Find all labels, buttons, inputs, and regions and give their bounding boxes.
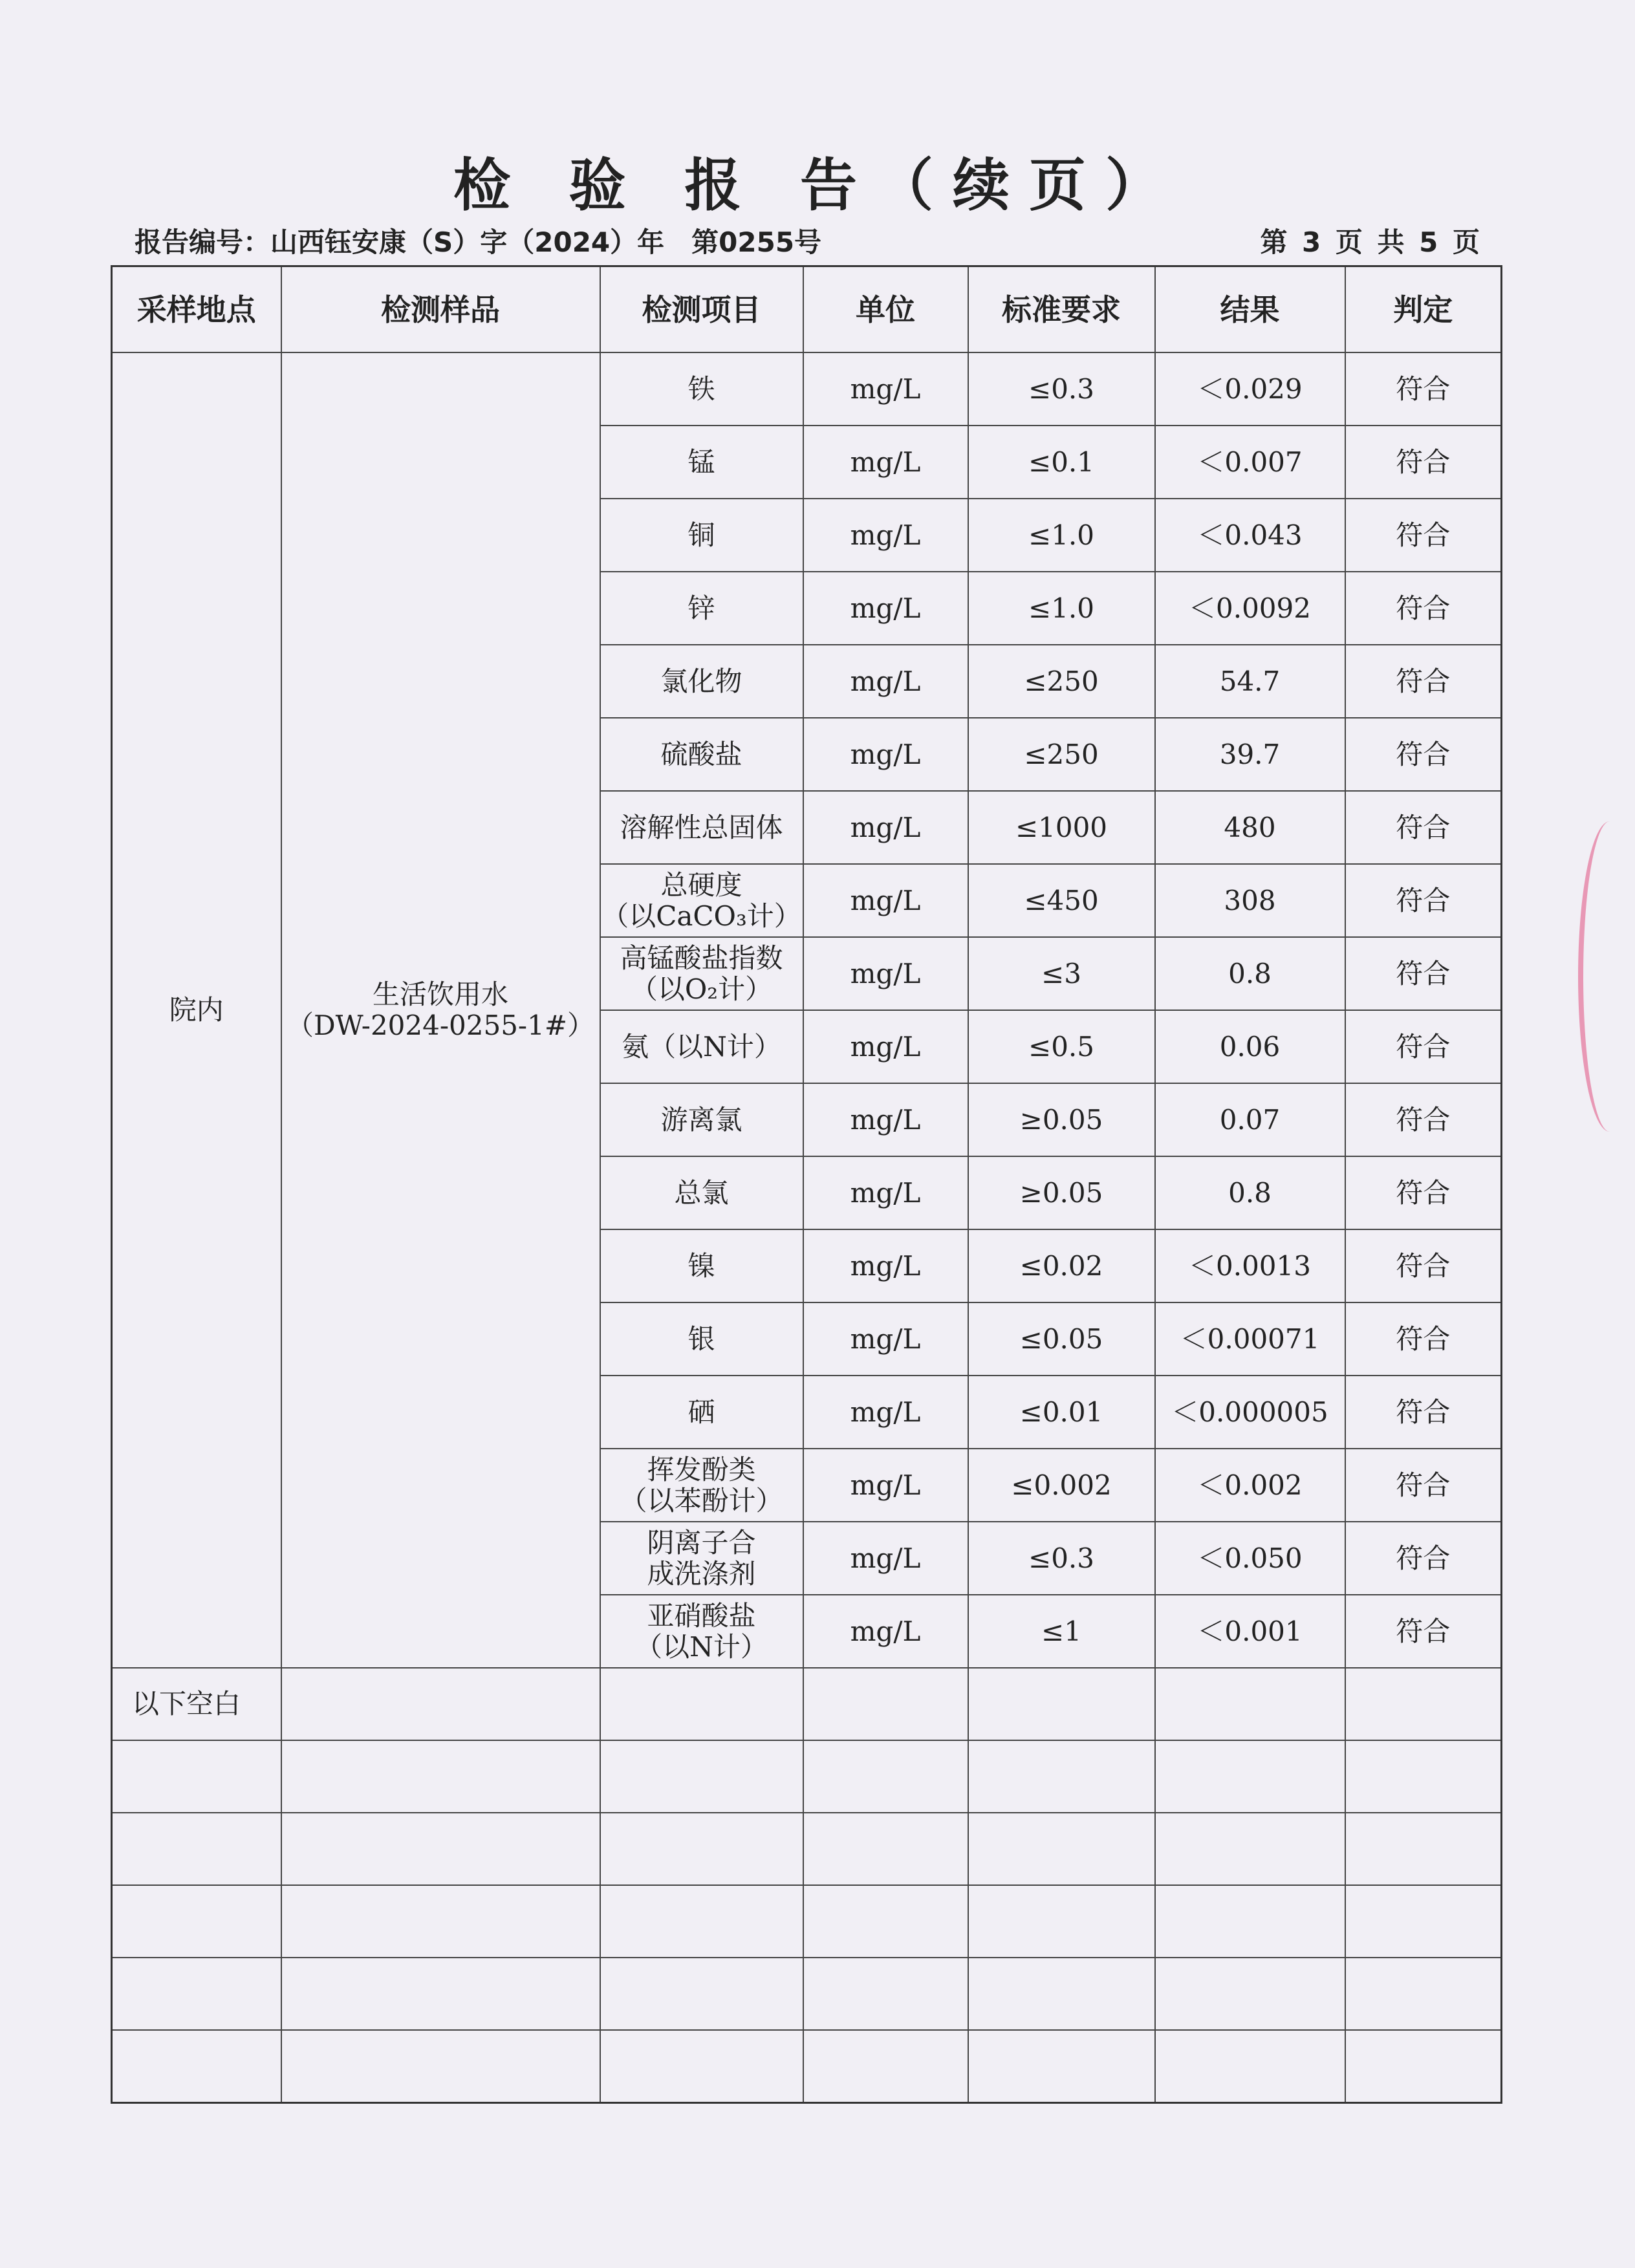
- blank-remainder-label: 以下空白: [112, 1668, 281, 1740]
- test-item-cell: [600, 499, 803, 572]
- standard-cell: ≤0.1: [968, 426, 1155, 499]
- blank-cell: [600, 1958, 803, 2030]
- test-item-cell: [600, 1376, 803, 1449]
- test-item-name: 锰: [688, 446, 715, 478]
- table-row: [112, 352, 1502, 426]
- unit-cell: mg/L: [803, 572, 968, 645]
- blank-cell: [1345, 2030, 1502, 2103]
- blank-cell: [803, 1668, 968, 1740]
- blank-cell: [281, 1668, 600, 1740]
- unit-cell: mg/L: [803, 1595, 968, 1668]
- verdict-cell: 符合: [1345, 1449, 1502, 1522]
- blank-cell: [968, 1740, 1155, 1813]
- result-cell: 0.8: [1155, 937, 1345, 1010]
- standard-cell: ≤0.05: [968, 1302, 1155, 1376]
- standard-cell: ≤3: [968, 937, 1155, 1010]
- blank-cell: [1155, 2030, 1345, 2103]
- blank-cell: [600, 2030, 803, 2103]
- unit-cell: mg/L: [803, 1376, 968, 1449]
- unit-cell: mg/L: [803, 426, 968, 499]
- blank-cell: [600, 1668, 803, 1740]
- unit-cell: mg/L: [803, 1083, 968, 1156]
- unit-cell: mg/L: [803, 499, 968, 572]
- verdict-cell: 符合: [1345, 426, 1502, 499]
- blank-cell: [600, 1740, 803, 1813]
- verdict-cell: 符合: [1345, 499, 1502, 572]
- col-header-sample: 检测样品: [281, 266, 600, 353]
- result-cell: 0.06: [1155, 1010, 1345, 1083]
- blank-row: [112, 1668, 1502, 1740]
- sampling-location-cell: 院内: [112, 352, 281, 1668]
- test-item-cell: [600, 1010, 803, 1083]
- blank-cell: [803, 2030, 968, 2103]
- result-cell: 39.7: [1155, 718, 1345, 791]
- blank-cell: [1155, 1885, 1345, 1958]
- test-item-name: 总硬度: [660, 869, 742, 901]
- verdict-cell: 符合: [1345, 1083, 1502, 1156]
- blank-cell: [968, 1668, 1155, 1740]
- sample-id: （DW-2024-0255-1#）: [286, 1010, 595, 1041]
- standard-cell: ≤250: [968, 718, 1155, 791]
- test-item-cell: [600, 1302, 803, 1376]
- test-item-cell: [600, 1083, 803, 1156]
- unit-cell: mg/L: [803, 352, 968, 426]
- test-item-cell: [600, 1229, 803, 1302]
- blank-cell: [1345, 1813, 1502, 1885]
- col-header-verdict: 判定: [1345, 266, 1502, 353]
- blank-cell: [1345, 1885, 1502, 1958]
- test-item-name: 镍: [688, 1249, 715, 1282]
- test-item-name: 亚硝酸盐: [647, 1599, 756, 1632]
- standard-cell: ≤1: [968, 1595, 1155, 1668]
- blank-cell: [281, 2030, 600, 2103]
- test-item-cell: [600, 864, 803, 937]
- test-item-cell: [600, 1522, 803, 1595]
- col-header-location: 采样地点: [112, 266, 281, 353]
- verdict-cell: 符合: [1345, 1156, 1502, 1229]
- test-item-note: （以O₂计）: [630, 973, 773, 1005]
- test-item-cell: [600, 572, 803, 645]
- test-item-note: （以CaCO₃计）: [601, 900, 801, 932]
- test-item-note: 成洗涤剂: [647, 1557, 756, 1590]
- standard-cell: ≤0.5: [968, 1010, 1155, 1083]
- result-cell: ＜0.00071: [1155, 1302, 1345, 1376]
- test-item-name: 硫酸盐: [660, 738, 742, 770]
- test-item-name: 挥发酚类: [647, 1453, 756, 1485]
- unit-cell: mg/L: [803, 1449, 968, 1522]
- blank-cell: [968, 1885, 1155, 1958]
- verdict-cell: 符合: [1345, 937, 1502, 1010]
- unit-cell: mg/L: [803, 1156, 968, 1229]
- result-cell: ＜0.002: [1155, 1449, 1345, 1522]
- verdict-cell: 符合: [1345, 1522, 1502, 1595]
- unit-cell: mg/L: [803, 1302, 968, 1376]
- result-cell: 480: [1155, 791, 1345, 864]
- test-item-cell: [600, 426, 803, 499]
- standard-cell: ≥0.05: [968, 1156, 1155, 1229]
- test-item-name: 游离氯: [660, 1103, 742, 1136]
- blank-cell: [600, 1885, 803, 1958]
- result-cell: ＜0.000005: [1155, 1376, 1345, 1449]
- blank-cell: [281, 1740, 600, 1813]
- report-number: 报告编号：山西钰安康（S）字（2024）年 第0255号: [135, 226, 822, 258]
- blank-row: [112, 1885, 1502, 1958]
- table-header-row: [112, 266, 1502, 353]
- test-item-note: （以苯酚计）: [620, 1484, 783, 1517]
- verdict-cell: 符合: [1345, 1302, 1502, 1376]
- test-item-name: 阴离子合: [647, 1526, 756, 1559]
- blank-cell: [281, 1885, 600, 1958]
- blank-cell: [803, 1958, 968, 2030]
- unit-cell: mg/L: [803, 1010, 968, 1083]
- blank-cell: [968, 2030, 1155, 2103]
- blank-cell: [803, 1740, 968, 1813]
- sample-cell: [281, 352, 600, 1668]
- blank-row: [112, 1958, 1502, 2030]
- test-item-name: 溶解性总固体: [620, 811, 783, 843]
- test-item-cell: [600, 352, 803, 426]
- unit-cell: mg/L: [803, 645, 968, 718]
- blank-cell: [803, 1813, 968, 1885]
- page-indicator: 第 3 页 共 5 页: [1260, 226, 1480, 258]
- test-item-name: 铁: [688, 373, 715, 405]
- standard-cell: ≤0.3: [968, 1522, 1155, 1595]
- verdict-cell: 符合: [1345, 1595, 1502, 1668]
- result-cell: 0.8: [1155, 1156, 1345, 1229]
- standard-cell: ≤0.01: [968, 1376, 1155, 1449]
- verdict-cell: 符合: [1345, 572, 1502, 645]
- blank-cell: [281, 1813, 600, 1885]
- result-cell: ＜0.050: [1155, 1522, 1345, 1595]
- unit-cell: mg/L: [803, 1522, 968, 1595]
- test-item-name: 高锰酸盐指数: [620, 942, 783, 974]
- blank-cell: [1155, 1668, 1345, 1740]
- result-cell: ＜0.007: [1155, 426, 1345, 499]
- standard-cell: ≥0.05: [968, 1083, 1155, 1156]
- blank-cell: [1345, 1668, 1502, 1740]
- blank-cell: [600, 1813, 803, 1885]
- unit-cell: mg/L: [803, 791, 968, 864]
- blank-cell: [281, 1958, 600, 2030]
- standard-cell: ≤250: [968, 645, 1155, 718]
- col-header-unit: 单位: [803, 266, 968, 353]
- blank-cell: [112, 1885, 281, 1958]
- result-cell: ＜0.0092: [1155, 572, 1345, 645]
- unit-cell: mg/L: [803, 864, 968, 937]
- col-header-standard: 标准要求: [968, 266, 1155, 353]
- blank-row: [112, 1740, 1502, 1813]
- test-item-cell: [600, 645, 803, 718]
- page-title: 检 验 报 告（续页）: [453, 152, 1182, 219]
- col-header-result: 结果: [1155, 266, 1345, 353]
- test-item-name: 铜: [688, 519, 715, 551]
- verdict-cell: 符合: [1345, 1376, 1502, 1449]
- result-cell: ＜0.043: [1155, 499, 1345, 572]
- test-item-name: 氯化物: [660, 665, 742, 697]
- blank-cell: [1345, 1958, 1502, 2030]
- unit-cell: mg/L: [803, 937, 968, 1010]
- standard-cell: ≤1.0: [968, 572, 1155, 645]
- result-cell: 0.07: [1155, 1083, 1345, 1156]
- test-item-name: 氨（以N计）: [622, 1030, 781, 1063]
- test-item-note: （以N计）: [635, 1630, 768, 1663]
- test-item-cell: [600, 718, 803, 791]
- verdict-cell: 符合: [1345, 791, 1502, 864]
- result-cell: 54.7: [1155, 645, 1345, 718]
- col-header-item: 检测项目: [600, 266, 803, 353]
- result-cell: ＜0.029: [1155, 352, 1345, 426]
- standard-cell: ≤0.002: [968, 1449, 1155, 1522]
- test-item-cell: [600, 937, 803, 1010]
- unit-cell: mg/L: [803, 1229, 968, 1302]
- test-item-name: 银: [688, 1323, 715, 1355]
- blank-cell: [1155, 1813, 1345, 1885]
- test-item-name: 锌: [688, 592, 715, 624]
- standard-cell: ≤450: [968, 864, 1155, 937]
- test-item-name: 硒: [688, 1396, 715, 1428]
- results-table: [111, 265, 1502, 2104]
- blank-row: [112, 1813, 1502, 1885]
- test-item-name: 总氯: [674, 1176, 729, 1209]
- result-cell: 308: [1155, 864, 1345, 937]
- blank-cell: [1155, 1958, 1345, 2030]
- test-item-cell: [600, 1595, 803, 1668]
- verdict-cell: 符合: [1345, 645, 1502, 718]
- blank-cell: [1345, 1740, 1502, 1813]
- result-cell: ＜0.001: [1155, 1595, 1345, 1668]
- result-cell: ＜0.0013: [1155, 1229, 1345, 1302]
- blank-cell: [112, 1813, 281, 1885]
- standard-cell: ≤0.02: [968, 1229, 1155, 1302]
- test-item-cell: [600, 791, 803, 864]
- blank-cell: [112, 1740, 281, 1813]
- test-item-cell: [600, 1156, 803, 1229]
- verdict-cell: 符合: [1345, 864, 1502, 937]
- standard-cell: ≤0.3: [968, 352, 1155, 426]
- test-item-cell: [600, 1449, 803, 1522]
- blank-cell: [968, 1813, 1155, 1885]
- standard-cell: ≤1000: [968, 791, 1155, 864]
- blank-cell: [112, 1958, 281, 2030]
- sample-name: 生活饮用水: [372, 978, 508, 1010]
- blank-cell: [1155, 1740, 1345, 1813]
- blank-cell: [968, 1958, 1155, 2030]
- unit-cell: mg/L: [803, 718, 968, 791]
- verdict-cell: 符合: [1345, 1229, 1502, 1302]
- standard-cell: ≤1.0: [968, 499, 1155, 572]
- verdict-cell: 符合: [1345, 718, 1502, 791]
- stamp-fragment: [1578, 821, 1635, 1132]
- blank-cell: [112, 2030, 281, 2103]
- blank-cell: [803, 1885, 968, 1958]
- verdict-cell: 符合: [1345, 352, 1502, 426]
- verdict-cell: 符合: [1345, 1010, 1502, 1083]
- blank-row: [112, 2030, 1502, 2103]
